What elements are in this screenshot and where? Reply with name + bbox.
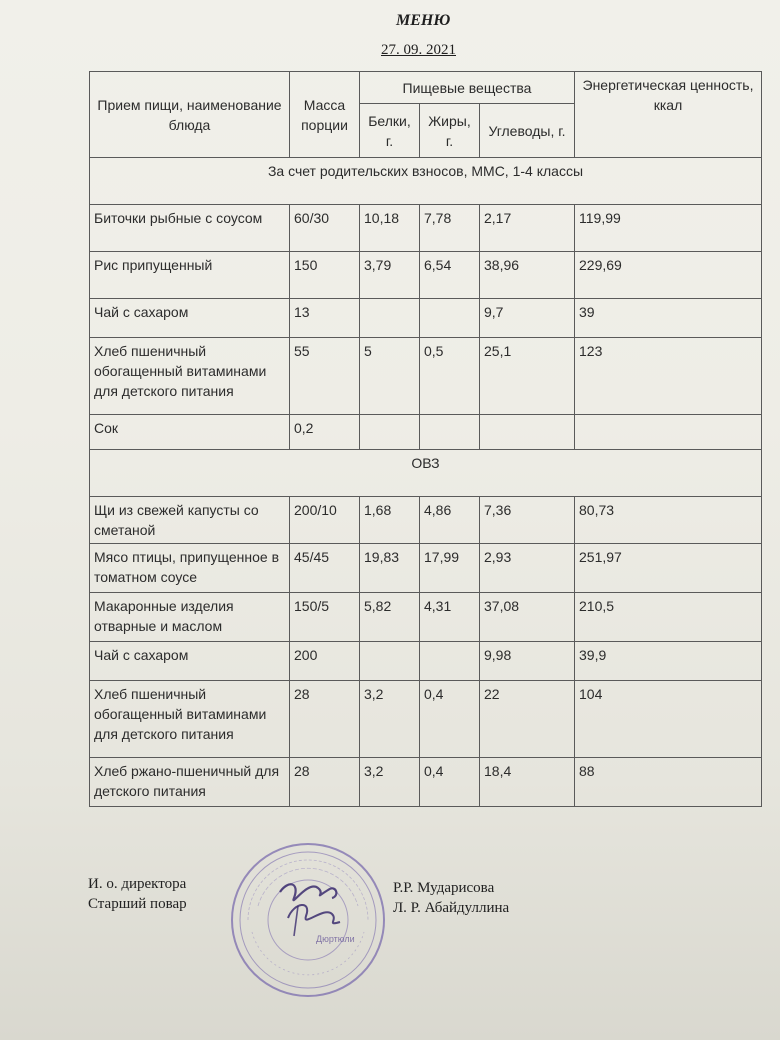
role-director: И. о. директора [88,876,187,892]
header-protein: Белки, г. [360,104,420,158]
svg-text:Дюртюли: Дюртюли [316,934,355,944]
dish-fat: 4,31 [420,593,480,642]
header-mass: Масса порции [290,72,360,158]
dish-protein [360,299,420,338]
dish-energy: 39,9 [575,642,762,681]
section-title: За счет родительских взносов, ММС, 1-4 классы [90,158,762,205]
table-row [90,497,762,544]
dish-mass: 0,2 [290,415,360,450]
dish-mass: 200/10 [290,497,360,544]
dish-carbs: 9,98 [480,642,575,681]
dish-carbs: 9,7 [480,299,575,338]
dish-energy: 229,69 [575,252,762,299]
dish-mass: 28 [290,681,360,758]
dish-mass: 28 [290,758,360,807]
dish-name: Чай с сахаром [90,642,290,681]
dish-energy: 210,5 [575,593,762,642]
table-row [90,205,762,252]
dish-protein [360,642,420,681]
header-fat: Жиры, г. [420,104,480,158]
table-row [90,642,762,681]
dish-protein: 3,79 [360,252,420,299]
dish-carbs [480,415,575,450]
menu-table [89,71,762,807]
header-meal: Прием пищи, наименование блюда [90,72,290,158]
table-row [90,252,762,299]
table-row [90,758,762,807]
section-title: ОВЗ [90,450,762,497]
dish-name: Хлеб пшеничный обогащенный витаминами для детского питания [90,338,290,415]
dish-protein: 1,68 [360,497,420,544]
dish-name: Хлеб ржано-пшеничный для детского питания [90,758,290,807]
dish-fat [420,642,480,681]
table-row [90,338,762,415]
dish-protein: 5 [360,338,420,415]
dish-fat: 17,99 [420,544,480,593]
dish-protein [360,415,420,450]
document-date: 27. 09. 2021 [381,42,456,58]
header-nutrients: Пищевые вещества [360,72,575,104]
table-row [90,681,762,758]
dish-name: Рис припущенный [90,252,290,299]
dish-carbs: 37,08 [480,593,575,642]
dish-mass: 150 [290,252,360,299]
dish-fat: 6,54 [420,252,480,299]
dish-energy [575,415,762,450]
header-energy: Энергетическая ценность, ккал [575,72,762,158]
dish-fat: 0,5 [420,338,480,415]
role-chef: Старший повар [88,896,187,912]
document-title: МЕНЮ [396,12,451,29]
dish-mass: 45/45 [290,544,360,593]
dish-protein: 3,2 [360,681,420,758]
dish-energy: 123 [575,338,762,415]
dish-carbs: 2,93 [480,544,575,593]
table-row [90,544,762,593]
dish-mass: 55 [290,338,360,415]
dish-name: Сок [90,415,290,450]
dish-fat: 4,86 [420,497,480,544]
dish-carbs: 22 [480,681,575,758]
dish-energy: 39 [575,299,762,338]
dish-fat: 0,4 [420,758,480,807]
dish-energy: 88 [575,758,762,807]
dish-fat [420,415,480,450]
dish-name: Щи из свежей капусты со сметаной [90,497,290,544]
dish-carbs: 18,4 [480,758,575,807]
dish-carbs: 2,17 [480,205,575,252]
dish-carbs: 25,1 [480,338,575,415]
dish-mass: 60/30 [290,205,360,252]
dish-energy: 104 [575,681,762,758]
dish-fat: 7,78 [420,205,480,252]
dish-name: Чай с сахаром [90,299,290,338]
dish-protein: 19,83 [360,544,420,593]
dish-name: Биточки рыбные с соусом [90,205,290,252]
table-row [90,299,762,338]
dish-name: Хлеб пшеничный обогащенный витаминами для детского питания [90,681,290,758]
table-row [90,415,762,450]
name-director: Р.Р. Мударисова [393,880,495,896]
dish-protein: 10,18 [360,205,420,252]
dish-mass: 150/5 [290,593,360,642]
dish-carbs: 7,36 [480,497,575,544]
header-carbs: Углеводы, г. [480,104,575,158]
official-seal [228,840,388,1000]
table-row [90,593,762,642]
dish-carbs: 38,96 [480,252,575,299]
dish-name: Мясо птицы, припущенное в томатном соусе [90,544,290,593]
dish-energy: 80,73 [575,497,762,544]
name-chef: Л. Р. Абайдуллина [393,900,510,916]
signature-names [393,878,509,918]
dish-fat [420,299,480,338]
dish-protein: 3,2 [360,758,420,807]
dish-fat: 0,4 [420,681,480,758]
dish-mass: 13 [290,299,360,338]
dish-protein: 5,82 [360,593,420,642]
dish-energy: 119,99 [575,205,762,252]
dish-name: Макаронные изделия отварные и маслом [90,593,290,642]
dish-energy: 251,97 [575,544,762,593]
signature-roles [88,874,187,914]
dish-mass: 200 [290,642,360,681]
